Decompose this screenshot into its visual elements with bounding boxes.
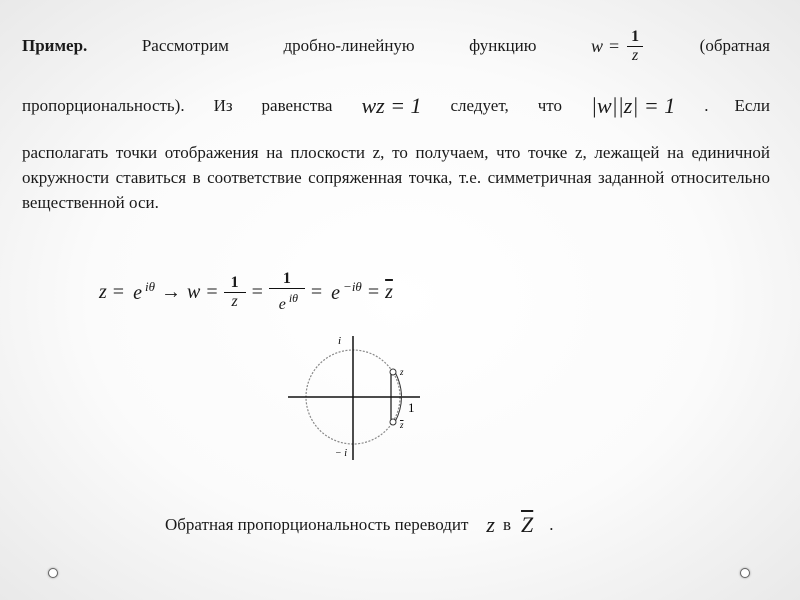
unit-circle-diagram (280, 330, 430, 465)
word: (обратная (699, 36, 770, 55)
label-z: z (400, 367, 404, 377)
label-i: i (338, 335, 342, 347)
formula-wz-equals-1: wz = 1 (361, 93, 422, 118)
word: что (537, 96, 562, 115)
paragraph-body: располагать точки отображения на плоскости z, то получаем, что точке z, лежащей на единичной окружности ставиться в соответствие сопряженная точка, т.е. симметричная заданной относительно вещественной оси. (22, 143, 770, 212)
conclusion-z: z (486, 512, 495, 537)
example-label: Пример. (22, 36, 88, 55)
formula-abs-product: |w||z| = 1 (590, 93, 676, 118)
formula-w-equals-1-over-z: w = $\frac{1}{z}$ (591, 28, 645, 65)
word: равенства (261, 96, 333, 115)
text-line-1 (22, 24, 770, 68)
word: Если (734, 96, 770, 115)
conclusion-in: в (502, 515, 511, 534)
formula-chain: z = e $^{i\theta}$ → w = $\frac{1}{z}$ = $\frac{1}{e ^{i\theta}}$ = e $^{-i\theta}$ = $\overline{z}$ (99, 270, 393, 313)
word: Из (213, 96, 233, 115)
word: следует, (450, 96, 509, 115)
word: пропорциональность). (22, 96, 185, 115)
word: Рассмотрим (141, 36, 229, 55)
corner-dot-right (740, 568, 750, 578)
label-zbar: z (400, 420, 404, 430)
text-line-2 (22, 90, 770, 122)
conclusion-zbar: $\overline{Z}$ (520, 512, 534, 537)
word: функцию (469, 36, 537, 55)
word: . (704, 96, 709, 115)
label-neg-i: − i (335, 448, 348, 459)
word: дробно-линейную (283, 36, 415, 55)
conclusion-line (165, 512, 553, 538)
label-one: 1 (408, 400, 415, 415)
point-zbar (390, 419, 396, 425)
point-z (390, 369, 396, 375)
conclusion-period: . (549, 515, 554, 534)
conclusion-text: Обратная пропорциональность переводит (165, 515, 469, 534)
corner-dot-left (48, 568, 58, 578)
